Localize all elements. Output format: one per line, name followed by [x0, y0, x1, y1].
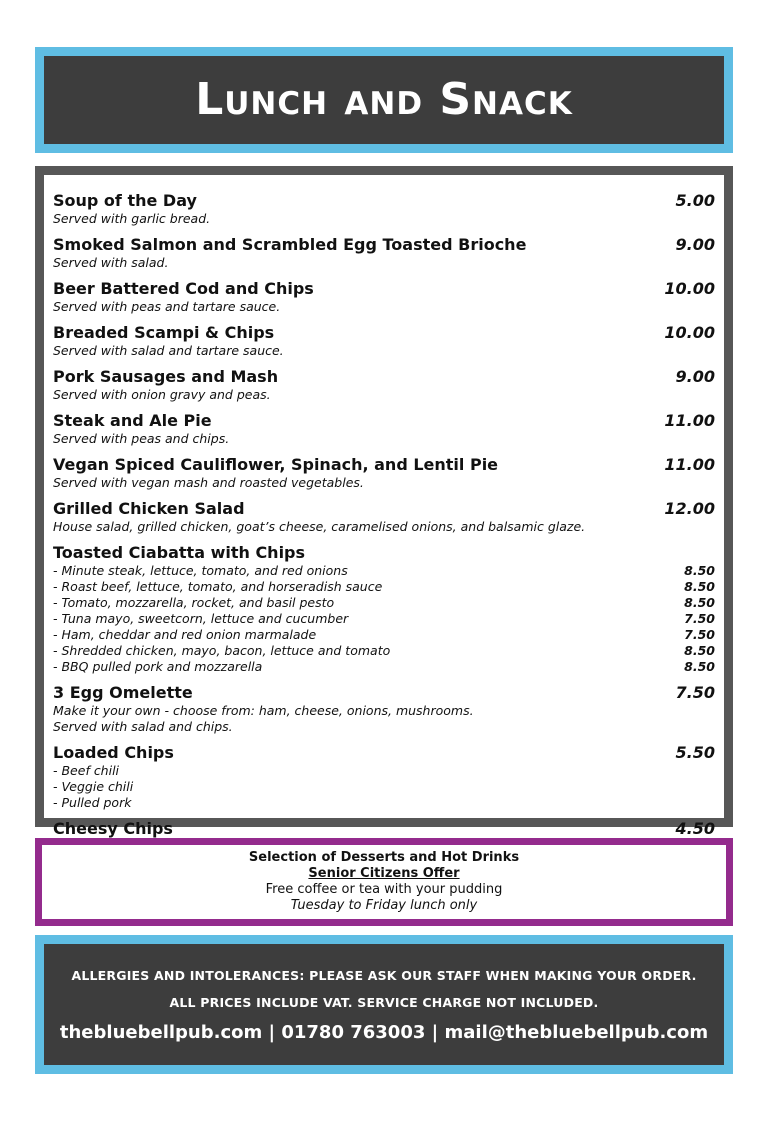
menu-option-name: - Shredded chicken, mayo, bacon, lettuce and tomato: [53, 643, 391, 658]
offer-subheading: Senior Citizens Offer: [308, 866, 460, 881]
menu-item-price: 11.00: [664, 455, 715, 474]
menu-option-price: 8.50: [684, 563, 715, 578]
menu-option-price: 8.50: [684, 659, 715, 674]
menu-item-description: - Pulled pork: [53, 795, 132, 810]
menu-item-header: [53, 235, 715, 255]
menu-item-price: 7.50: [675, 683, 715, 702]
menu-item: [53, 323, 715, 359]
menu-item-name: Soup of the Day: [53, 191, 197, 210]
menu-item-header: [53, 543, 715, 563]
menu-item: [53, 819, 715, 839]
menu-panel: [35, 166, 733, 838]
menu-item-description: Served with peas and chips.: [53, 431, 230, 446]
menu-item-price: 11.00: [664, 411, 715, 430]
menu-item-header: [53, 499, 715, 519]
footer-box: [44, 944, 724, 1065]
menu-item-description: Served with onion gravy and peas.: [53, 387, 271, 402]
menu-item: [53, 683, 715, 735]
offer-detail: Free coffee or tea with your pudding: [265, 882, 503, 897]
menu-item-header: [53, 743, 715, 763]
menu-item-description: Served with peas and tartare sauce.: [53, 299, 281, 314]
page-title: Lunch and Snack: [195, 74, 573, 125]
menu-item-header: [53, 323, 715, 343]
menu-item-description: Served with vegan mash and roasted vegetables.: [53, 475, 364, 490]
menu-item: [53, 499, 715, 535]
menu-item-description: Served with garlic bread.: [53, 211, 211, 226]
menu-option-name: - Minute steak, lettuce, tomato, and red onions: [53, 563, 348, 578]
menu-item-header: [53, 455, 715, 475]
menu-option: [53, 643, 715, 659]
offer-heading: Selection of Desserts and Hot Drinks: [248, 850, 520, 865]
contact-info: thebluebellpub.com | 01780 763003 | mail@thebluebellpub.com: [59, 1021, 709, 1043]
menu-item-description: Served with salad and tartare sauce.: [53, 343, 284, 358]
offer-panel: [35, 838, 733, 926]
menu-item-name: Toasted Ciabatta with Chips: [53, 543, 306, 562]
menu-option-price: 7.50: [684, 611, 715, 626]
title-box: [44, 56, 724, 144]
menu-option-name: - BBQ pulled pork and mozzarella: [53, 659, 263, 674]
menu-option-name: - Tuna mayo, sweetcorn, lettuce and cucumber: [53, 611, 349, 626]
menu-option: [53, 595, 715, 611]
menu-item-price: 5.00: [675, 191, 715, 210]
offer-box: [42, 845, 726, 919]
menu-option-price: 8.50: [684, 579, 715, 594]
menu-item-name: Vegan Spiced Cauliflower, Spinach, and Lentil Pie: [53, 455, 499, 474]
menu-option: [53, 659, 715, 675]
menu-item-name: Breaded Scampi & Chips: [53, 323, 275, 342]
menu-item-header: [53, 683, 715, 703]
menu-item: [53, 279, 715, 315]
menu-item-header: [53, 819, 715, 839]
menu-item-name: 3 Egg Omelette: [53, 683, 193, 702]
menu-item-description: Served with salad and chips.: [53, 719, 233, 734]
menu-item-name: Steak and Ale Pie: [53, 411, 212, 430]
allergy-notice: ALLERGIES AND INTOLERANCES: PLEASE ASK OUR STAFF WHEN MAKING YOUR ORDER.: [71, 967, 697, 983]
offer-days: Tuesday to Friday lunch only: [290, 898, 478, 913]
menu-option: [53, 563, 715, 579]
menu-item-price: 5.50: [675, 743, 715, 762]
menu-item-description: - Beef chili: [53, 763, 120, 778]
footer-panel: [35, 935, 733, 1074]
menu-option-price: 7.50: [684, 627, 715, 642]
menu-item-description: Make it your own - choose from: ham, cheese, onions, mushrooms.: [53, 703, 474, 718]
menu-item-description: House salad, grilled chicken, goat’s cheese, caramelised onions, and balsamic glaze.: [53, 519, 586, 534]
menu-item-name: Pork Sausages and Mash: [53, 367, 279, 386]
menu-item-price: 4.50: [675, 819, 715, 838]
menu-option-name: - Tomato, mozzarella, rocket, and basil pesto: [53, 595, 335, 610]
menu-item-description: - Veggie chili: [53, 779, 134, 794]
menu-item: [53, 235, 715, 271]
menu-item-header: [53, 367, 715, 387]
menu-item-header: [53, 411, 715, 431]
title-banner: [35, 47, 733, 153]
menu-item-price: 9.00: [675, 367, 715, 386]
menu-option-price: 8.50: [684, 595, 715, 610]
menu-item-price: 10.00: [664, 279, 715, 298]
menu-item: [53, 455, 715, 491]
menu-option: [53, 627, 715, 643]
menu-item-name: Grilled Chicken Salad: [53, 499, 245, 518]
menu-item: [53, 367, 715, 403]
menu-item-header: [53, 191, 715, 211]
menu-item-name: Beer Battered Cod and Chips: [53, 279, 314, 298]
menu-option-price: 8.50: [684, 643, 715, 658]
menu-option-name: - Roast beef, lettuce, tomato, and horseradish sauce: [53, 579, 383, 594]
menu-option-name: - Ham, cheddar and red onion marmalade: [53, 627, 317, 642]
menu-item-price: 10.00: [664, 323, 715, 342]
menu-item-name: Loaded Chips: [53, 743, 174, 762]
menu-item: [53, 191, 715, 227]
menu-item-description: Served with salad.: [53, 255, 169, 270]
menu-item-name: Smoked Salmon and Scrambled Egg Toasted Brioche: [53, 235, 527, 254]
menu-option: [53, 579, 715, 595]
menu-item: [53, 543, 715, 675]
menu-item-price: 9.00: [675, 235, 715, 254]
menu-item: [53, 411, 715, 447]
menu-item-price: 12.00: [664, 499, 715, 518]
menu-list: [44, 175, 724, 838]
menu-option: [53, 611, 715, 627]
menu-item: [53, 743, 715, 811]
price-notice: ALL PRICES INCLUDE VAT. SERVICE CHARGE NOT INCLUDED.: [169, 994, 599, 1010]
menu-item-name: Cheesy Chips: [53, 819, 173, 838]
menu-item-header: [53, 279, 715, 299]
